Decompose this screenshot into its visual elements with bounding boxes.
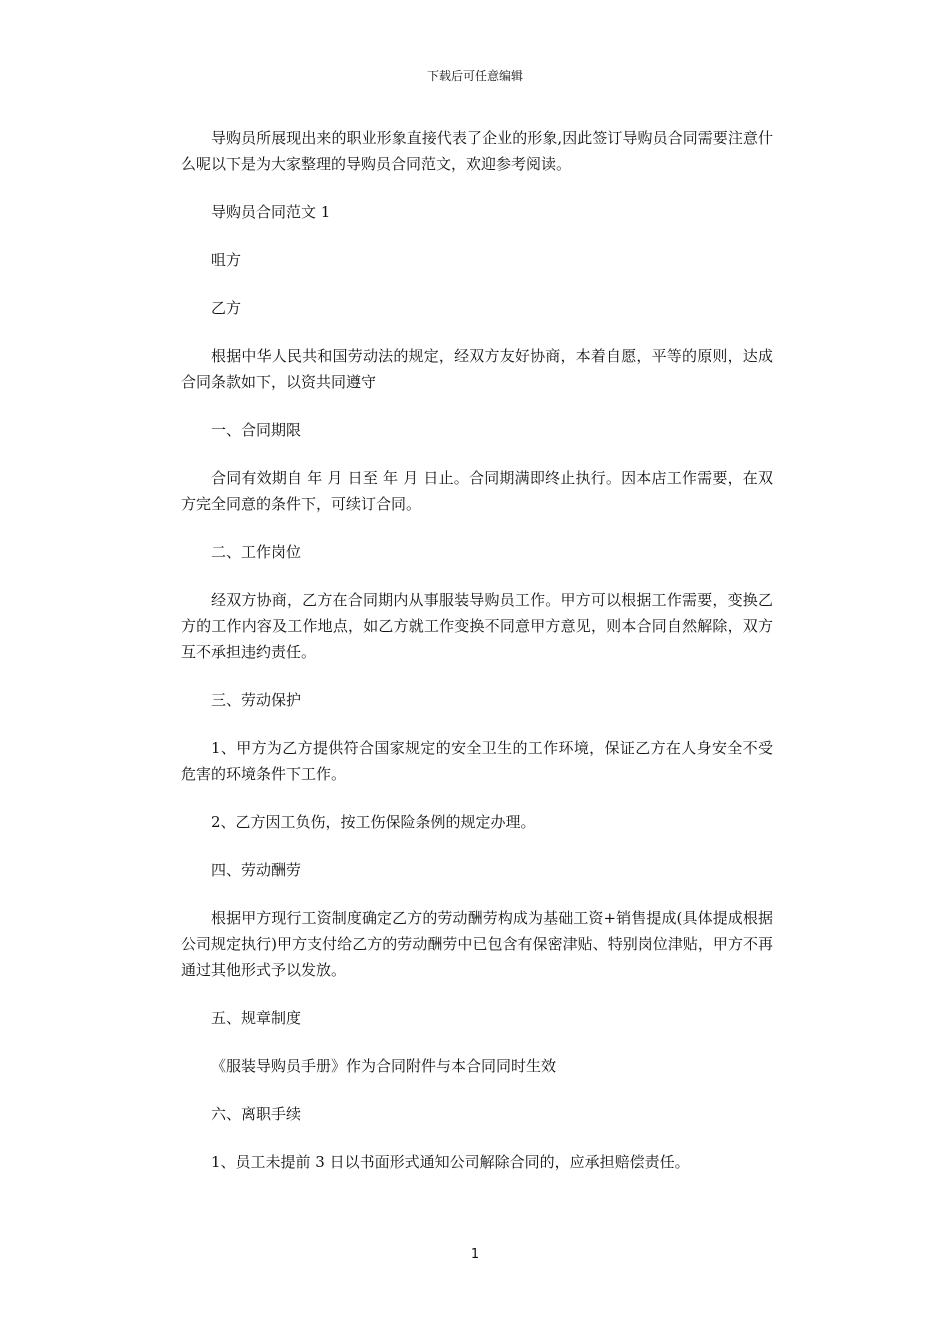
protection-paragraph-1: 1、甲方为乙方提供符合国家规定的安全卫生的工作环境，保证乙方在人身安全不受危害的环境条件下工作。 (181, 739, 773, 783)
resignation-paragraph-1: 1、员工未提前 3 日以书面形式通知公司解除合同的，应承担赔偿责任。 (211, 1153, 690, 1171)
section-heading-protection: 三、劳动保护 (211, 691, 302, 709)
protection-paragraph-2: 2、乙方因工负伤，按工伤保险条例的规定办理。 (211, 813, 536, 831)
position-paragraph: 经双方协商，乙方在合同期内从事服装导购员工作。甲方可以根据工作需要，变换乙方的工作内容及工作地点，如乙方就工作变换不同意甲方意见，则本合同自然解除，双方互不承担违约责任。 (181, 591, 773, 661)
term-paragraph: 合同有效期自 年 月 日至 年 月 日止。合同期满即终止执行。因本店工作需要，在双方完全同意的条件下，可续订合同。 (181, 469, 773, 513)
section-heading-resignation: 六、离职手续 (211, 1105, 302, 1123)
preamble-paragraph: 根据中华人民共和国劳动法的规定，经双方友好协商，本着自愿，平等的原则，达成合同条款如下，以资共同遵守 (181, 347, 773, 391)
page-header: 下载后可任意编辑 (426, 69, 523, 83)
party-b-line: 乙方 (211, 299, 242, 317)
section-heading-term: 一、合同期限 (211, 421, 302, 439)
remuneration-paragraph: 根据甲方现行工资制度确定乙方的劳动酬劳构成为基础工资+销售提成(具体提成根据公司规定执行)甲方支付给乙方的劳动酬劳中已包含有保密津贴、特别岗位津贴，甲方不再通过其他形式予以发放。 (181, 909, 773, 979)
party-a-line: 咀方 (211, 251, 242, 269)
section-heading-rules: 五、规章制度 (211, 1009, 302, 1027)
section-heading-position: 二、工作岗位 (211, 543, 302, 561)
page-number: 1 (470, 1247, 480, 1262)
document-body (181, 125, 773, 1197)
section-heading-remuneration: 四、劳动酬劳 (211, 861, 302, 879)
document-title: 导购员合同范文 1 (211, 203, 331, 221)
intro-paragraph: 导购员所展现出来的职业形象直接代表了企业的形象,因此签订导购员合同需要注意什么呢以下是为大家整理的导购员合同范文，欢迎参考阅读。 (181, 129, 773, 173)
rules-paragraph: 《服装导购员手册》作为合同附件与本合同同时生效 (211, 1057, 557, 1075)
